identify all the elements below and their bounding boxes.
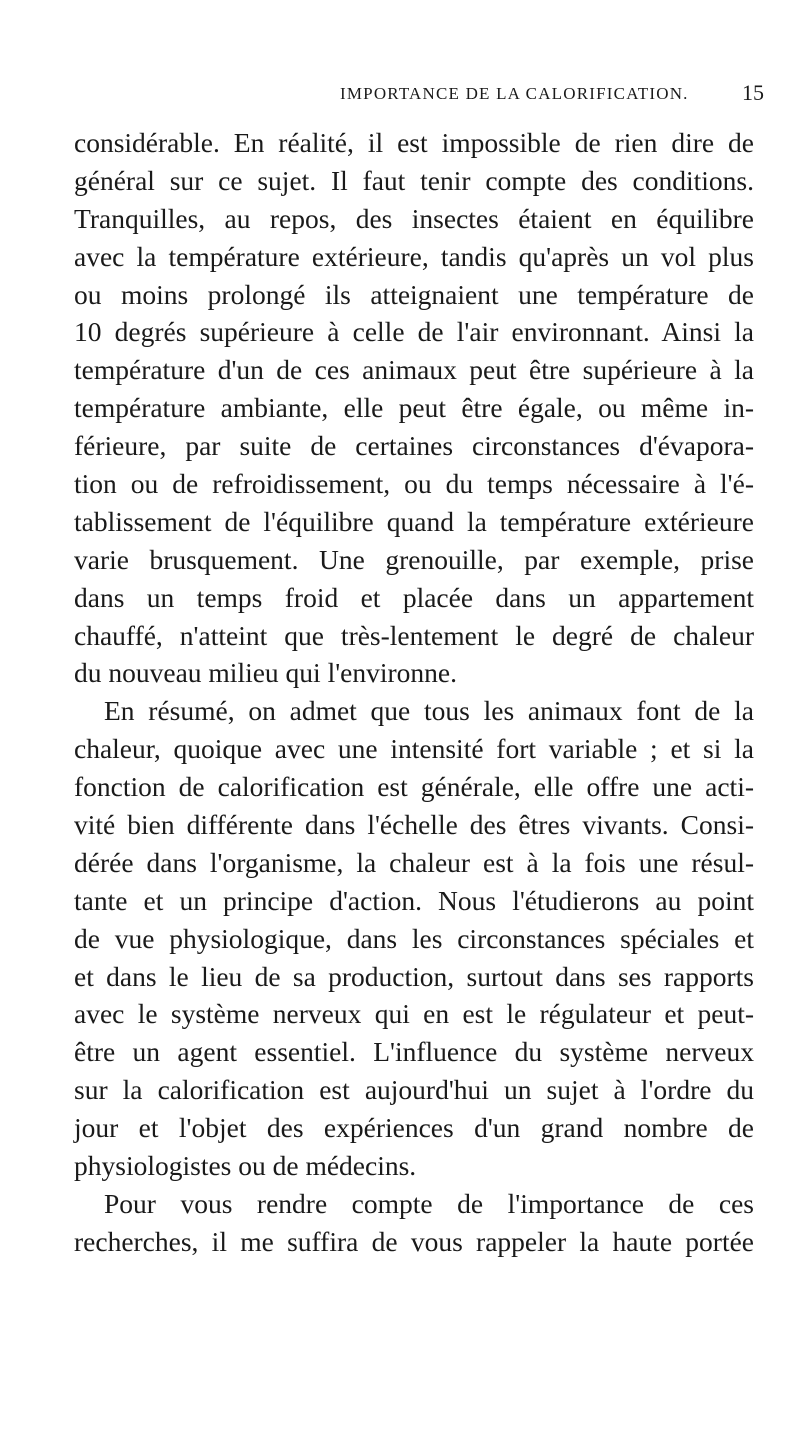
text-line: considérable. En réalité, il est impossible de rien dire de bbox=[74, 127, 754, 158]
text-line: du nouveau milieu qui l'environne. bbox=[74, 657, 457, 689]
text-line: recherches, il me suffira de vous rappeler la haute portée bbox=[74, 1225, 754, 1257]
text-line: tablissement de l'équilibre quand la température extérieure bbox=[74, 505, 754, 537]
text-line: sur la calorification est aujourd'hui un sujet à l'ordre du bbox=[74, 1074, 754, 1106]
text-line: de vue physiologique, dans les circonstances spéciales et bbox=[74, 922, 754, 954]
text-line: Tranquilles, au repos, des insectes étaient en équilibre bbox=[74, 202, 754, 234]
text-line: chaleur, quoique avec une intensité fort variable ; et si la bbox=[74, 733, 754, 765]
text-line: vité bien différente dans l'échelle des êtres vivants. Consi- bbox=[74, 809, 754, 841]
text-line: 10 degrés supérieure à celle de l'air environnant. Ainsi la bbox=[74, 316, 754, 348]
text-line: dans un temps froid et placée dans un appartement bbox=[74, 581, 754, 613]
text-line: tante et un principe d'action. Nous l'étudierons au point bbox=[74, 884, 754, 916]
text-line: être un agent essentiel. L'influence du système nerveux bbox=[74, 1036, 754, 1068]
text-line: Pour vous rendre compte de l'importance de ces bbox=[104, 1187, 754, 1219]
running-title: IMPORTANCE DE LA CALORIFICATION. bbox=[340, 84, 689, 103]
text-line: avec la température extérieure, tandis qu'après un vol plus bbox=[74, 240, 754, 272]
text-line: et dans le lieu de sa production, surtout dans ses rapports bbox=[74, 960, 754, 992]
text-line: avec le système nerveux qui en est le régulateur et peut- bbox=[74, 998, 754, 1030]
text-line: En résumé, on admet que tous les animaux font de la bbox=[104, 695, 754, 727]
text-line: varie brusquement. Une grenouille, par exemple, prise bbox=[74, 543, 754, 575]
text-line: férieure, par suite de certaines circonstances d'évapora- bbox=[74, 430, 754, 462]
text-line: général sur ce sujet. Il faut tenir compte des conditions. bbox=[74, 164, 754, 196]
body-text bbox=[74, 124, 754, 1261]
text-line: tion ou de refroidissement, ou du temps nécessaire à l'é- bbox=[74, 468, 754, 500]
text-line: fonction de calorification est générale, elle offre une acti- bbox=[74, 771, 754, 803]
text-line: température ambiante, elle peut être égale, ou même in- bbox=[74, 392, 754, 424]
text-line: ou moins prolongé ils atteignaient une température de bbox=[74, 278, 754, 310]
text-line: température d'un de ces animaux peut être supérieure à la bbox=[74, 354, 754, 386]
text-line: jour et l'objet des expériences d'un grand nombre de bbox=[74, 1112, 754, 1144]
text-line: chauffé, n'atteint que très-lentement le degré de chaleur bbox=[74, 619, 754, 651]
text-line: physiologistes ou de médecins. bbox=[74, 1150, 417, 1182]
text-line: dérée dans l'organisme, la chaleur est à la fois une résul- bbox=[74, 846, 754, 878]
page-number: 15 bbox=[742, 80, 764, 105]
running-head bbox=[0, 80, 800, 114]
